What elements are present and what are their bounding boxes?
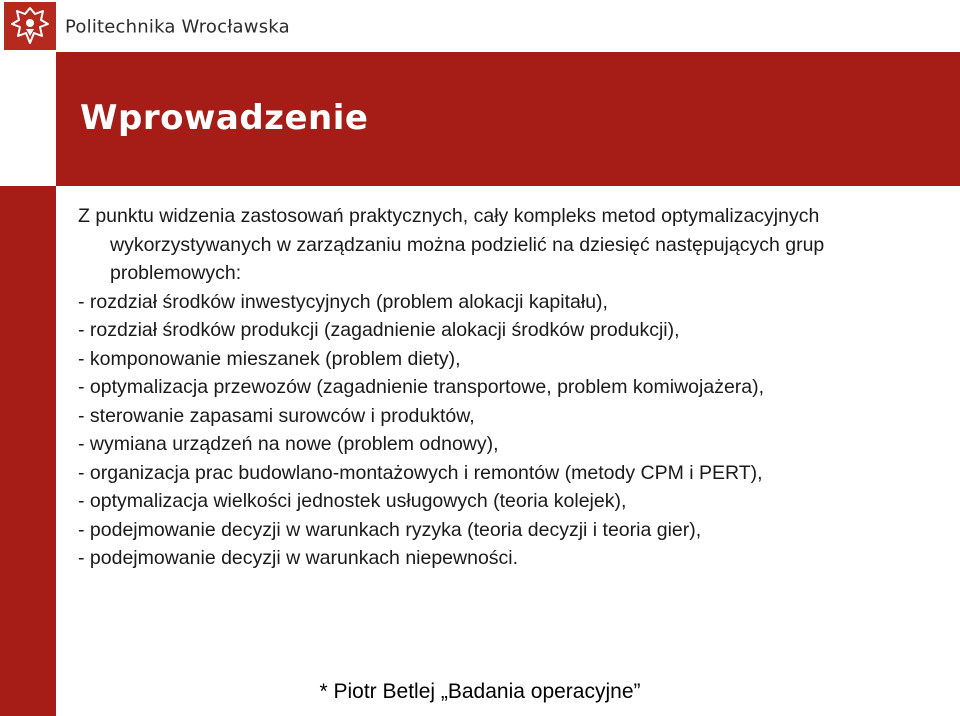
problem-group-list — [78, 288, 948, 573]
list-item: - komponowanie mieszanek (problem diety), — [78, 347, 461, 370]
list-item: - organizacja prac budowlano-montażowych i remontów (metody CPM i PERT), — [78, 461, 763, 484]
list-item: - podejmowanie decyzji w warunkach niepewności. — [78, 547, 519, 569]
list-item: - optymalizacja wielkości jednostek usługowych (teoria kolejek), — [78, 490, 627, 512]
list-item: - sterowanie zapasami surowców i produktów, — [78, 404, 475, 427]
eagle-crest-icon — [9, 5, 51, 47]
intro-paragraph: Z punktu widzenia zastosowań praktycznych, cały kompleks metod optymalizacyjnych wykorzystywanych w zarządzaniu można podzielić na dziesięć następujących grup problemowych: — [78, 205, 825, 284]
slide-content — [78, 202, 948, 573]
list-item: - rozdział środków inwestycyjnych (problem alokacji kapitału), — [78, 290, 608, 313]
list-item: - wymiana urządzeń na nowe (problem odnowy), — [78, 433, 499, 455]
slide-title: Wprowadzenie — [80, 98, 369, 138]
left-accent-bar — [0, 186, 56, 716]
list-item: - optymalizacja przewozów (zagadnienie transportowe, problem komiwojażera), — [78, 376, 765, 398]
university-name: Politechnika Wrocławska — [65, 16, 290, 38]
header — [0, 0, 960, 52]
list-item: - podejmowanie decyzji w warunkach ryzyka (teoria decyzji i teoria gier), — [78, 518, 702, 541]
source-citation: * Piotr Betlej „Badania operacyjne” — [319, 680, 641, 703]
list-item: - rozdział środków produkcji (zagadnienie alokacji środków produkcji), — [78, 319, 680, 341]
university-logo — [4, 2, 56, 50]
title-band — [56, 52, 960, 186]
